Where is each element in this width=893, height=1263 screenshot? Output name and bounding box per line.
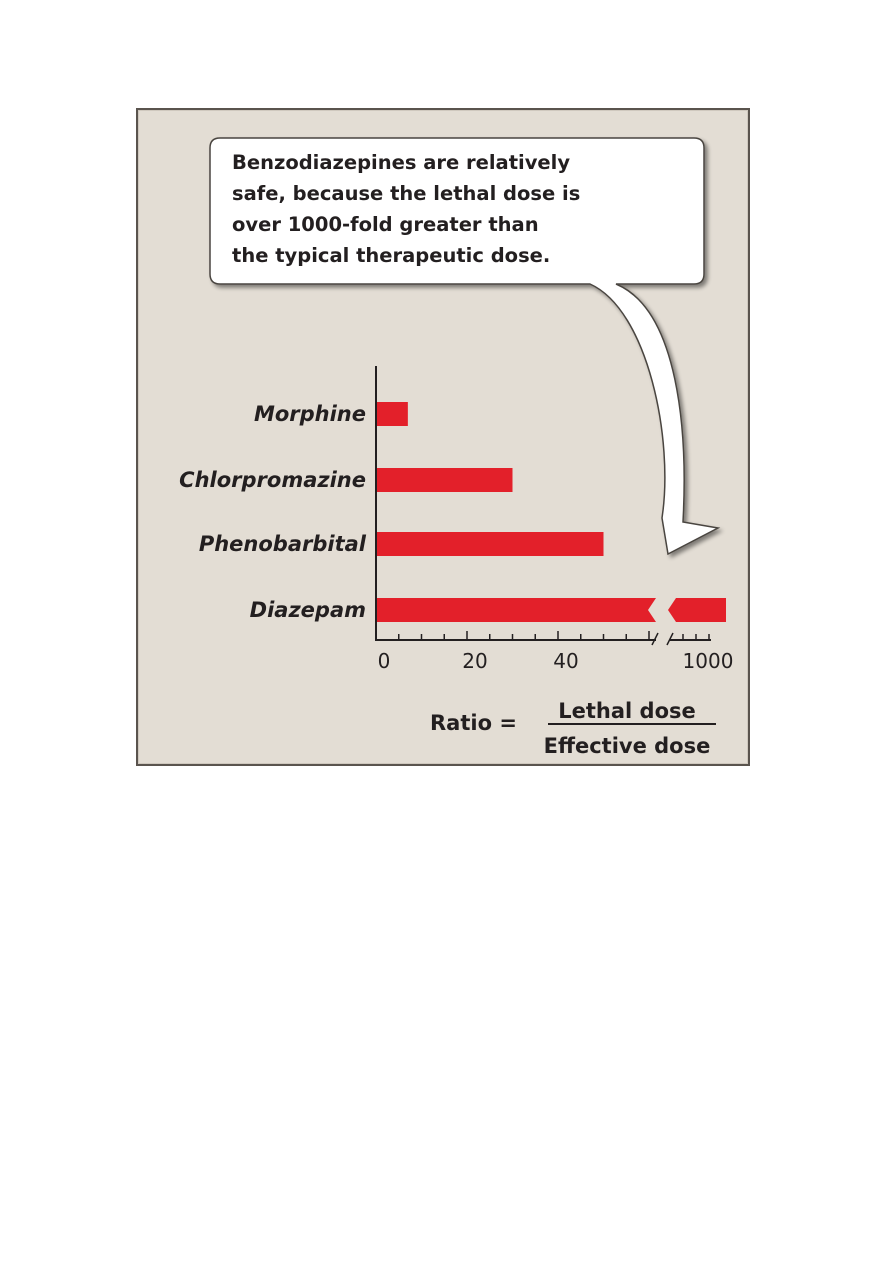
formula-numerator: Lethal dose <box>558 699 696 723</box>
formula-denominator: Effective dose <box>543 734 711 758</box>
callout-line-2: safe, because the lethal dose is <box>232 182 581 205</box>
chart <box>138 110 748 764</box>
category-label-morphine: Morphine <box>253 402 366 426</box>
figure-panel <box>136 108 750 766</box>
category-label-diazepam: Diazepam <box>249 598 366 622</box>
callout-line-1: Benzodiazepines are relatively <box>232 151 571 174</box>
x-tick-label-1000: 1000 <box>682 649 734 673</box>
x-tick-label-20: 20 <box>462 649 488 673</box>
callout-line-4: the typical therapeutic dose. <box>232 244 551 267</box>
x-tick-label-0: 0 <box>377 649 391 673</box>
x-axis-minor-ticks <box>376 631 709 640</box>
x-tick-labels <box>378 649 734 673</box>
bar-diazepam <box>377 598 656 622</box>
bar-chlorpromazine <box>377 468 513 492</box>
bar-diazepam-continued <box>668 598 726 622</box>
category-labels <box>179 402 367 622</box>
x-axis <box>376 631 711 645</box>
category-label-phenobarbital: Phenobarbital <box>198 532 366 556</box>
x-tick-label-40: 40 <box>553 649 579 673</box>
callout-line-3: over 1000-fold greater than <box>232 213 539 236</box>
bar-phenobarbital <box>377 532 604 556</box>
x-axis-formula <box>430 699 716 758</box>
formula-ratio-label: Ratio = <box>430 711 517 735</box>
bar-morphine <box>377 402 408 426</box>
category-label-chlorpromazine: Chlorpromazine <box>179 468 366 492</box>
